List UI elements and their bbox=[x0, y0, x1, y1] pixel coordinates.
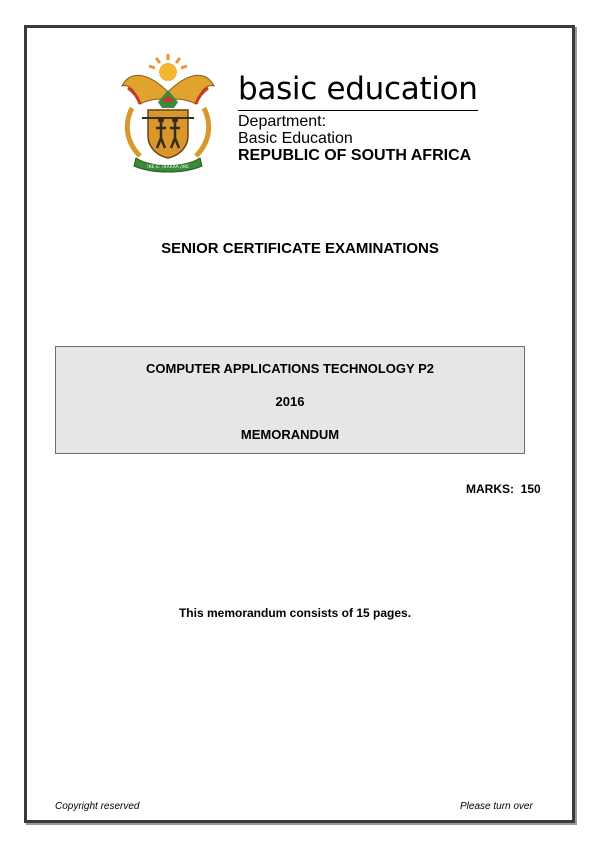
brand-title: basic education bbox=[238, 71, 478, 107]
department-name: Basic Education bbox=[238, 130, 353, 147]
footer-copyright: Copyright reserved bbox=[55, 801, 140, 812]
subject-box bbox=[55, 346, 525, 454]
coat-of-arms-icon bbox=[118, 52, 218, 174]
exam-heading: SENIOR CERTIFICATE EXAMINATIONS bbox=[161, 240, 439, 257]
subject-title: COMPUTER APPLICATIONS TECHNOLOGY P2 bbox=[146, 361, 434, 376]
footer-turn-over: Please turn over bbox=[460, 801, 533, 812]
document-type: MEMORANDUM bbox=[240, 427, 340, 442]
sun-icon bbox=[149, 54, 187, 81]
exam-year: 2016 bbox=[275, 394, 305, 409]
department-label: Department: bbox=[238, 113, 327, 130]
pages-note: This memorandum consists of 15 pages. bbox=[178, 606, 412, 620]
brand-divider bbox=[238, 110, 478, 111]
coat-motto: !KE E: /XARRA //KE bbox=[147, 165, 189, 170]
marks-total: MARKS: 150 bbox=[466, 482, 541, 496]
country-name: REPUBLIC OF SOUTH AFRICA bbox=[238, 147, 472, 164]
